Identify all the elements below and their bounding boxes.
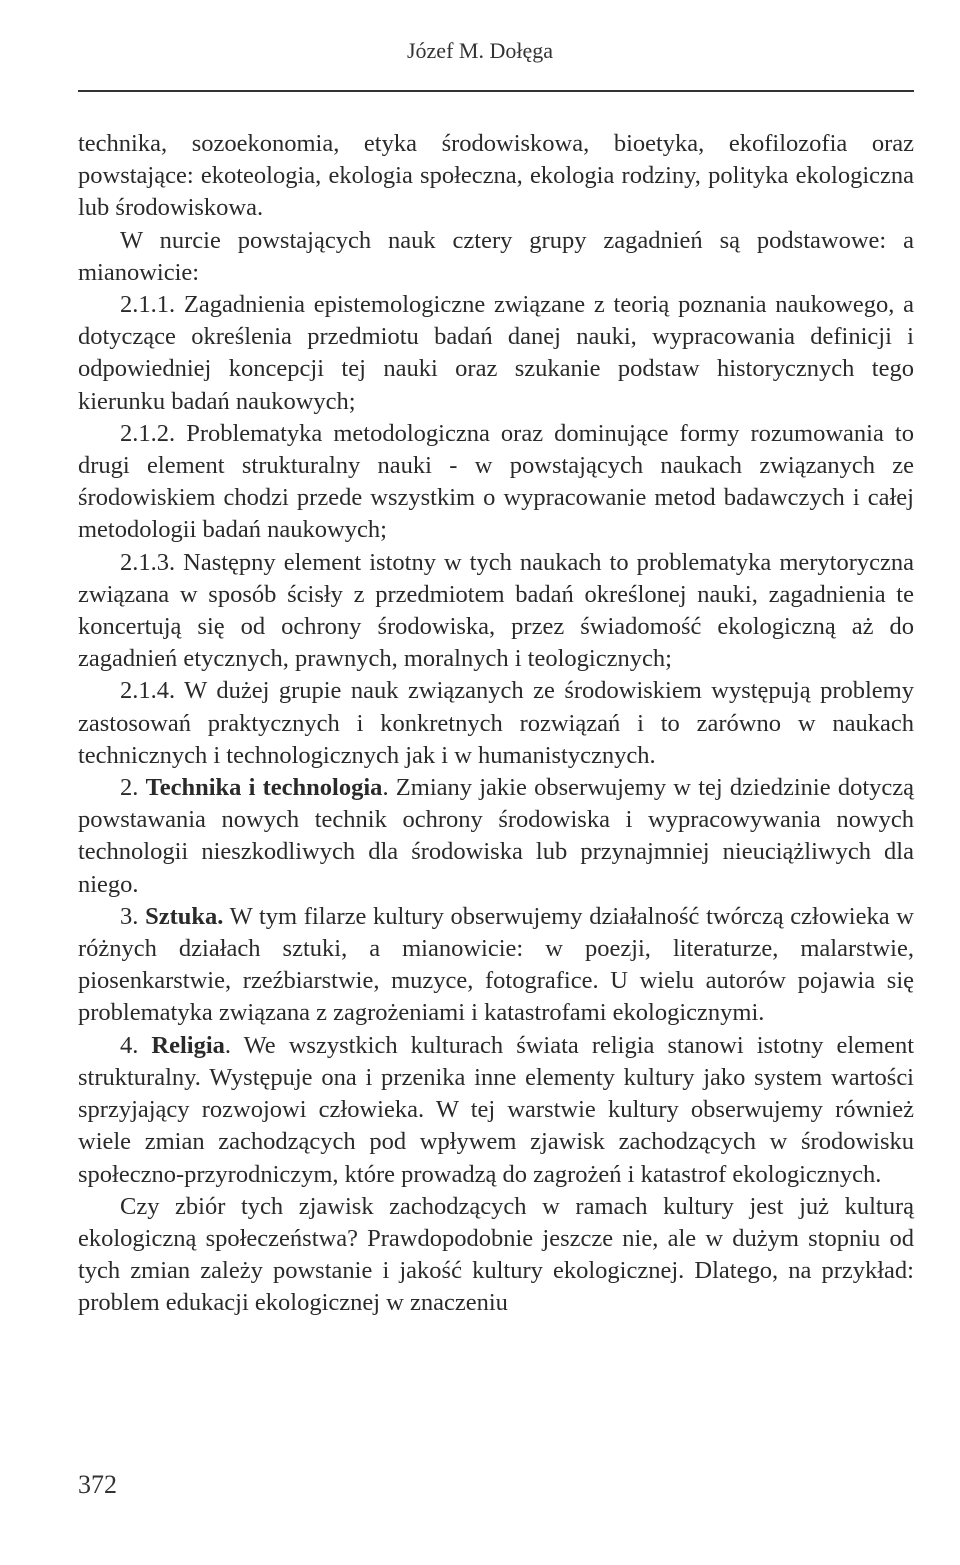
header-rule [78,90,914,92]
body-text [78,128,914,1320]
page-number: 372 [78,1470,117,1499]
paragraph-technika [78,772,914,901]
section-number: 4. [120,1031,139,1059]
paragraph: 2.1.2. Problematyka metodologiczna oraz dominujące formy rozumowania to drugi element strukturalny nauki - w powstających naukach związanych ze środowiskiem chodzi przede wszystkim o wypracowanie metod badawczych i całej metodologii badań naukowych; [78,419,914,544]
running-header-author: Józef M. Dołęga [406,38,553,63]
paragraph: 2.1.1. Zagadnienia epistemologiczne związane z teorią poznania naukowego, a dotyczące określenia przedmiotu badań danej nauki, wypracowania definicji i odpowiedniej koncepcji tej nauki oraz szukanie podstaw historycznych tego kierunku badań naukowych; [78,291,914,415]
paragraph: technika, sozoekonomia, etyka środowiskowa, bioetyka, ekofilozofia oraz powstające: ekoteologia, ekologia społeczna, ekologia rodziny, polityka ekologiczna lub środowiskowa. [78,130,914,222]
paragraph-religia [78,1030,914,1191]
paragraph-text: W tym filarze kultury obserwujemy działalność twórczą człowieka w różnych działach sztuki, a mianowicie: w poezji, literaturze, malarstwie, piosenkarstwie, rzeźbiarstwie, muzyce, fotografice. U wielu autorów pojawia się problematyka związana z zagrożeniami i katastrofami ekologicznymi. [78,902,914,1027]
paragraph: 2.1.3. Następny element istotny w tych naukach to problematyka merytoryczna związana w sposób ścisły z przedmiotem badań określonej nauki, zagadnienia te koncertują się od ochrony środowiska, przez świadomość ekologiczną aż do zagadnień etycznych, prawnych, moralnych i teologicznych; [78,548,914,673]
section-heading: Religia [151,1031,225,1059]
paragraph-text: . Zmiany jakie obserwujemy w tej dziedzinie dotyczą powstawania nowych technik ochrony środowiska i wypracowywania nowych technologii nieszkodliwych dla środowiska lub przynajmniej nieuciążliwych dla niego. [78,774,915,898]
paragraph: 2.1.4. W dużej grupie nauk związanych ze środowiskiem występują problemy zastosowań praktycznych i konkretnych rozwiązań i to zarówno w naukach technicznych i technologicznych jak i w humanistycznych. [78,677,914,769]
paragraph: Czy zbiór tych zjawisk zachodzących w ramach kultury jest już kulturą ekologiczną społeczeństwa? Prawdopodobnie jeszcze nie, ale w dużym stopniu od tych zmian zależy powstanie i jakość kultury ekologicznej. Dlatego, na przykład: problem edukacji ekologicznej w znaczeniu [78,1192,914,1317]
section-number: 2. [120,774,139,802]
section-heading: Technika i technologia [145,774,383,802]
section-heading: Sztuka. [145,902,224,930]
section-number: 3. [120,902,139,930]
paragraph-sztuka [78,901,914,1030]
paragraph-text: . We wszystkich kulturach świata religia stanowi istotny element strukturalny. Występuje ona i przenika inne elementy kultury jako system wartości sprzyjający rozwojowi człowieka. W tej warstwie kultury obserwujemy również wiele zmian zachodzących pod wpływem zjawisk zachodzących w środowisku społeczno-przyrodniczym, które prowadzą do zagrożeń i katastrof ekologicznych. [78,1031,915,1188]
paragraph: W nurcie powstających nauk cztery grupy zagadnień są podstawowe: a mianowicie: [78,226,914,286]
